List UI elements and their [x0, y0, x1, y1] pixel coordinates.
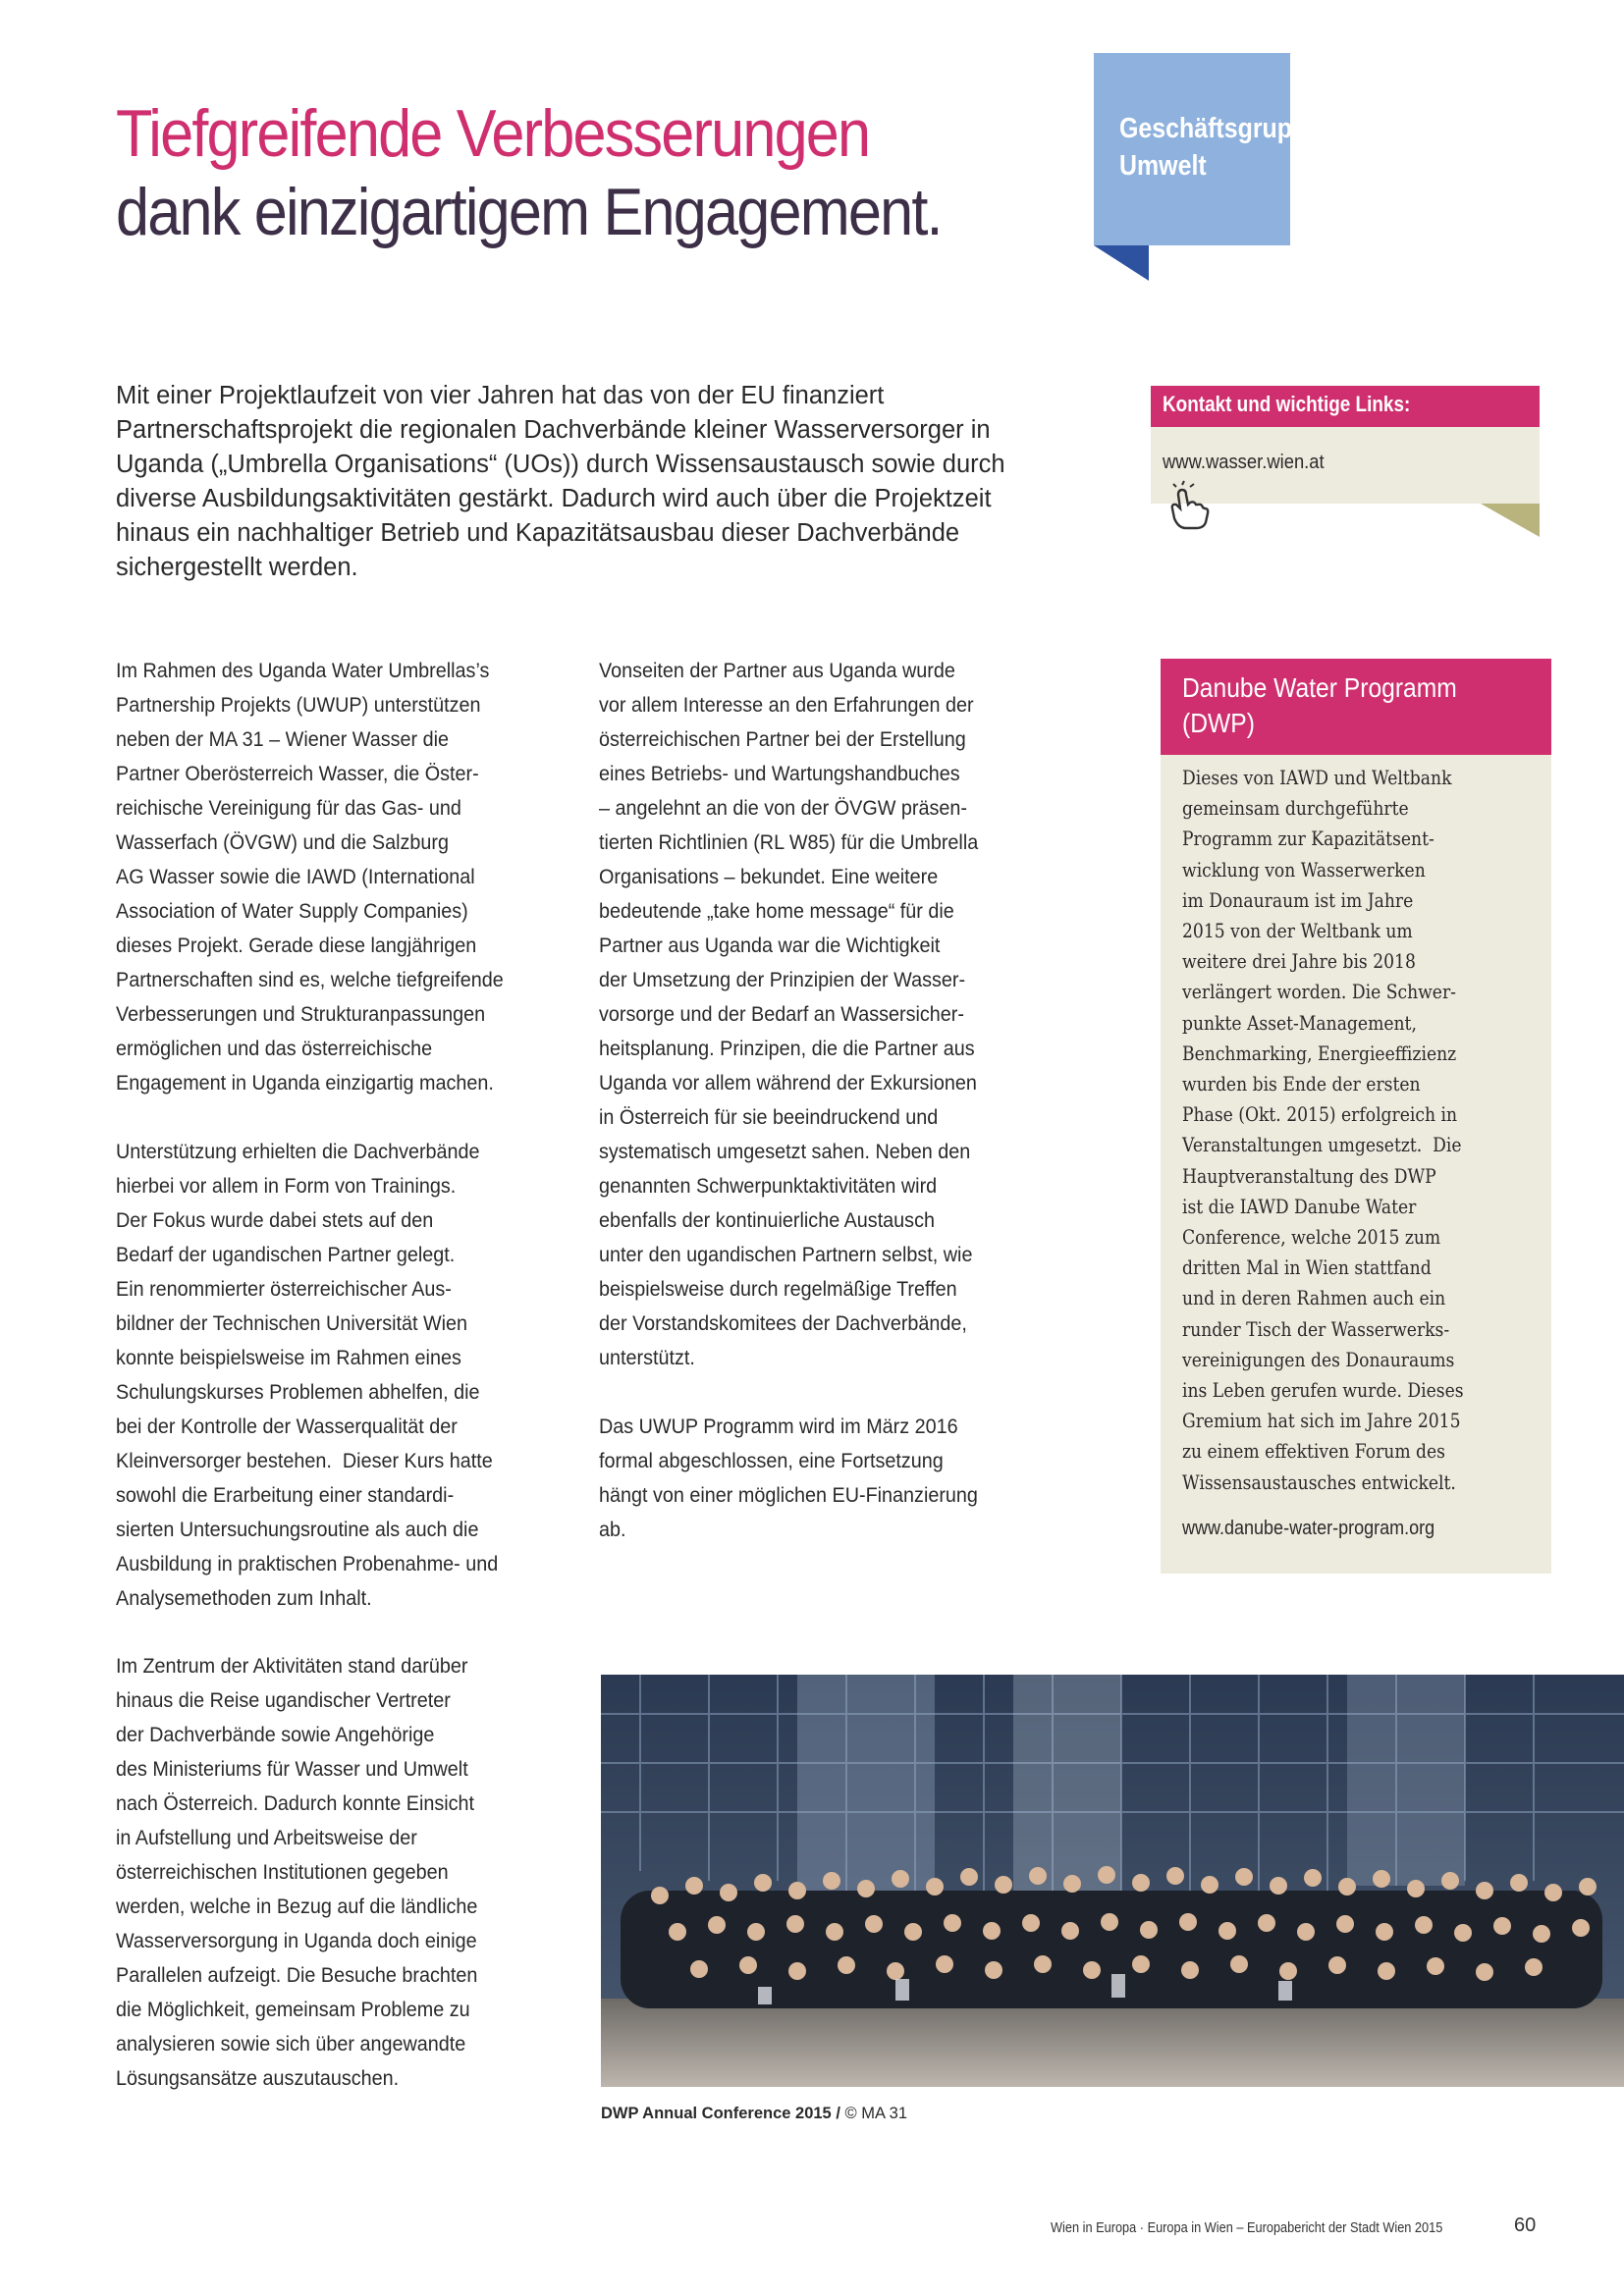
section-tab-label-line1: Geschäftsgruppe	[1119, 113, 1322, 144]
section-tab-label-line2: Umwelt	[1119, 150, 1207, 182]
column2-paragraph1: Vonseiten der Partner aus Uganda wurde vor allem Interesse an den Erfahrungen der österreichischen Partner bei der Erstellung eines Betriebs- und Wartungshandbuches – angelehnt an die von der ÖVGW präsen- tierten Richtlinien (RL W85) für die Umbrella Organisations – bekundet. Eine weitere bedeutende „take home message“ für die Partner aus Uganda war die Wichtigkeit der Umsetzung der Prinzipien der Wasser- vorsorge und der Bedarf an Wassersicher- heitsplanung. Prinzipen, die die Partner aus Uganda vor allem während der Exkursionen in Österreich für sie beeindruckend und systematisch umgesetzt sahen. Neben den genannten Schwerpunktaktivitäten wird ebenfalls der kontinuierliche Austausch unter den ugandischen Partnern selbst, wie beispielsweise durch regelmäßige Treffen der Vorstandskomitees der Dachverbände, unterstützt.	[599, 659, 979, 1369]
contact-box-fold	[1481, 504, 1540, 537]
photo-caption	[601, 2105, 907, 2123]
column1-paragraph1: Im Rahmen des Uganda Water Umbrellas’s Partnership Projekts (UWUP) unterstützen neben der MA 31 – Wiener Wasser die Partner Oberösterreich Wasser, die Öster- reichische Vereinigung für das Gas- und Wasserfach (ÖVGW) und die Salzburg AG Wasser sowie die IAWD (International Association of Water Supply Companies) dieses Projekt. Gerade diese langjährigen Partnerschaften sind es, welche tiefgreifende Verbesserungen und Strukturanpassungen ermöglichen und das österreichische Engagement in Uganda einzigartig machen.	[116, 659, 504, 1095]
dwp-title-line2: (DWP)	[1182, 708, 1255, 738]
pointing-hand-icon	[1168, 479, 1214, 530]
column2-paragraph2: Das UWUP Programm wird im März 2016 formal abgeschlossen, eine Fortsetzung hängt von einer möglichen EU-Finanzierung ab.	[599, 1415, 978, 1541]
contact-box-title: Kontakt und wichtige Links:	[1163, 392, 1411, 416]
page-number: 60	[1514, 2215, 1537, 2236]
intro-paragraph: Mit einer Projektlaufzeit von vier Jahren hat das von der EU finanziert Partnerschaftsprojekt die regionalen Dachverbände kleiner Wasserversorger in Uganda („Umbrella Organisations“ (UOs)) durch Wissensaustausch sowie durch diverse Ausbildungsaktivitäten gestärkt. Dadurch wird auch über die Projektzeit hinaus ein nachhaltiger Betrieb und Kapazitätsausbau dieser Dachverbände sichergestellt werden.	[116, 382, 1005, 581]
dwp-box-title	[1182, 670, 1510, 741]
conference-group-photo	[601, 1675, 1624, 2087]
dwp-title-line1: Danube Water Programm	[1182, 672, 1457, 703]
footer-text: Wien in Europa · Europa in Wien – Europabericht der Stadt Wien 2015	[1051, 2220, 1443, 2236]
column1-paragraph3: Im Zentrum der Aktivitäten stand darüber hinaus die Reise ugandischer Vertreter der Dachverbände sowie Angehörige des Ministeriums für Wasser und Umwelt nach Österreich. Dadurch konnte Einsicht in Aufstellung und Arbeitsweise der österreichischen Institutionen gegeben werden, welche in Bezug auf die ländliche Wasserversorgung in Uganda doch einige Parallelen aufzeigt. Die Besuche brachten die Möglichkeit, gemeinsam Probleme zu analysieren sowie sich über angewandte Lösungsansätze auszutauschen.	[116, 1654, 478, 2090]
column1-paragraph2: Unterstützung erhielten die Dachverbände hierbei vor allem in Form von Trainings. Der Fokus wurde dabei stets auf den Bedarf der ugandischen Partner gelegt. Ein renommierter österreichischer Aus- bildner der Technischen Universität Wien konnte beispielsweise im Rahmen eines Schulungskurses Problemen abhelfen, die bei der Kontrolle der Wasserqualität der Kleinversorger bestehen. Dieser Kurs hatte sowohl die Erarbeitung einer standardi- sierten Untersuchungsroutine als auch die Ausbildung in praktischen Probenahme- und Analysemethoden zum Inhalt.	[116, 1140, 499, 1610]
photo-caption-credit: © MA 31	[839, 2105, 908, 2122]
dwp-box-text: Dieses von IAWD und Weltbank gemeinsam durchgeführte Programm zur Kapazitätsent- wicklung von Wasserwerken im Donauraum ist im Jahre 2015 von der Weltbank um weitere drei Jahre bis 2018 verlängert worden. Die Schwer- punkte Asset-Management, Benchmarking, Energieeffizienz wurden bis Ende der ersten Phase (Okt. 2015) erfolgreich in Veranstaltungen umgesetzt. Die Hauptveranstaltung des DWP ist die IAWD Danube Water Conference, welche 2015 zum dritten Mal in Wien stattfand und in deren Rahmen auch ein runder Tisch der Wasserwerks- vereinigungen des Donauraums ins Leben gerufen wurde. Dieses Gremium hat sich im Jahre 2015 zu einem effektiven Forum des Wissensaustausches entwickelt.	[1182, 767, 1464, 1494]
headline	[116, 94, 964, 251]
dwp-link[interactable]: www.danube-water-program.org	[1182, 1518, 1435, 1539]
headline-line2: dank einzigartigem Engagement.	[116, 175, 942, 249]
section-tab-fold	[1094, 245, 1149, 281]
headline-line1: Tiefgreifende Verbesserungen	[116, 96, 870, 171]
section-tab-label	[1119, 110, 1322, 185]
contact-link[interactable]: www.wasser.wien.at	[1163, 452, 1325, 473]
photo-caption-bold: DWP Annual Conference 2015 /	[601, 2105, 840, 2122]
